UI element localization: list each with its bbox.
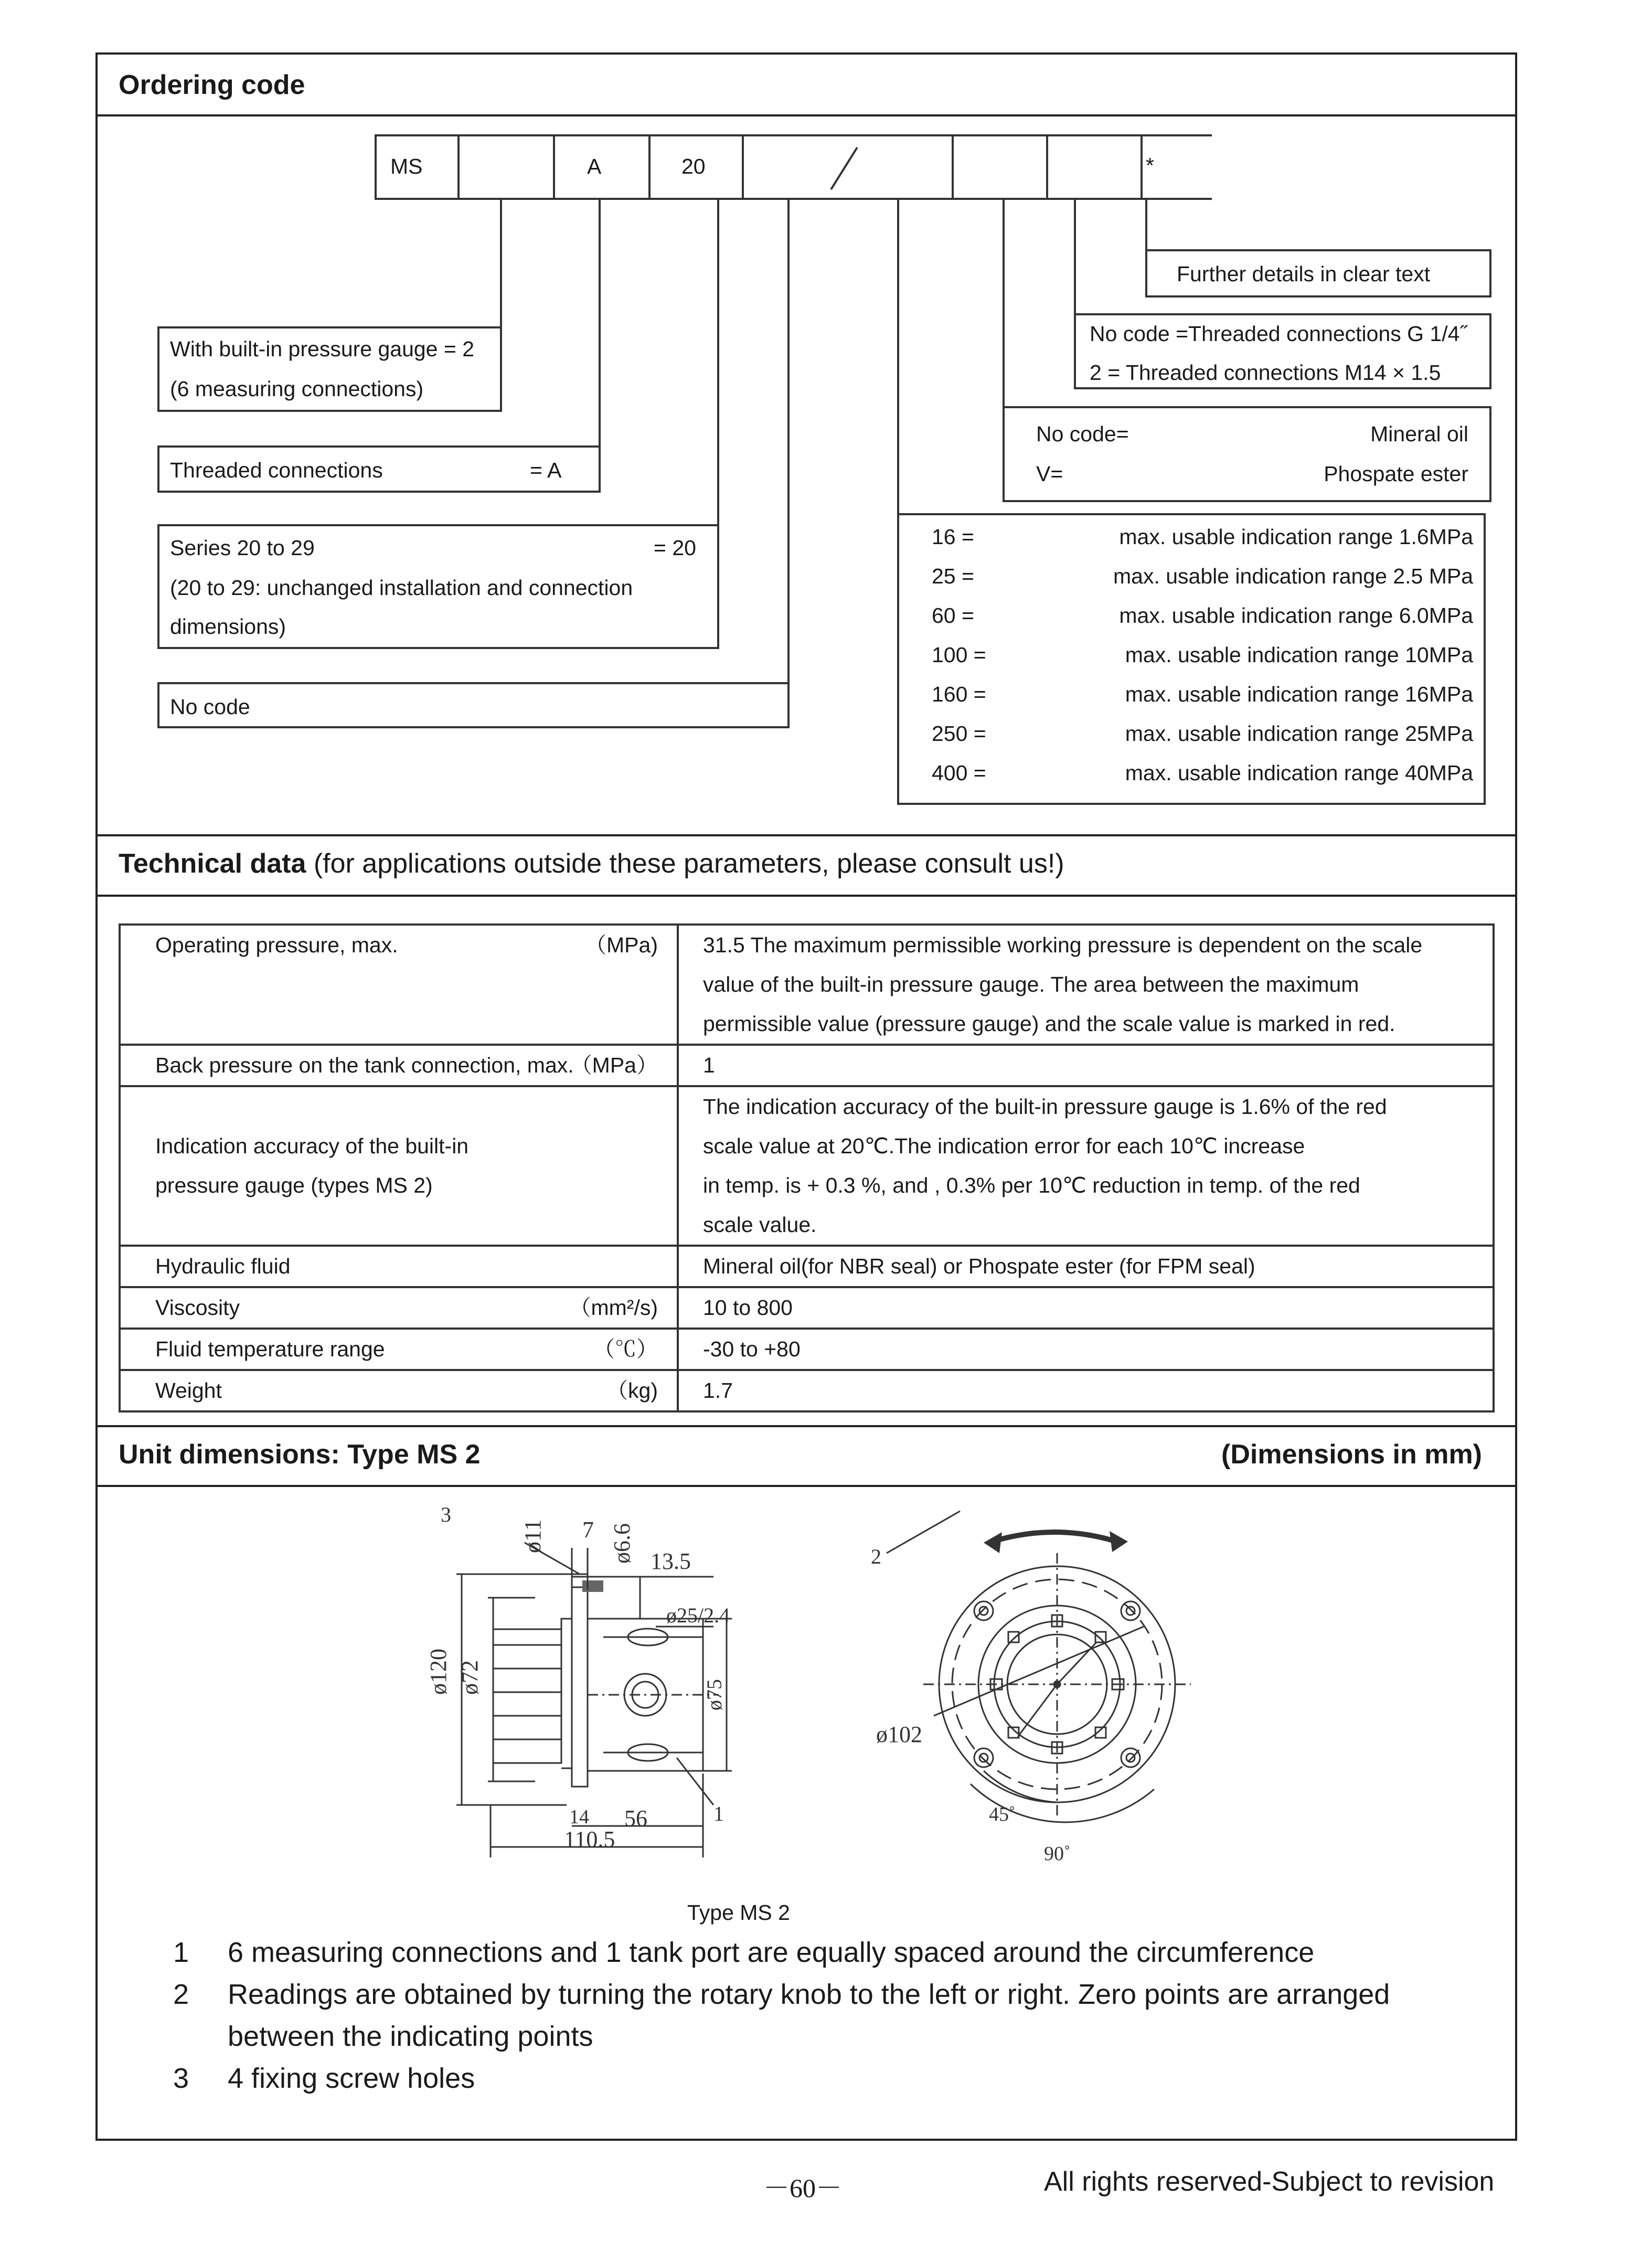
gauge-text: With built-in pressure gauge = 2 bbox=[170, 337, 475, 361]
thread-option-m14: 2 = Threaded connections M14 × 1.5 bbox=[1090, 360, 1441, 385]
series-note-cont: dimensions) bbox=[170, 614, 286, 639]
parameter-cell bbox=[120, 1045, 678, 1086]
rotation-arrow bbox=[989, 1532, 1120, 1543]
value-cell bbox=[678, 1086, 1494, 1246]
dim-d75: ø75 bbox=[702, 1679, 726, 1711]
table-row bbox=[120, 1287, 1494, 1329]
copyright-text: All rights reserved-Subject to revision bbox=[1044, 2166, 1495, 2197]
leader-ranges bbox=[897, 200, 899, 515]
note-number: 3 bbox=[173, 2063, 189, 2094]
parameter-unit: （℃） bbox=[593, 1337, 658, 1361]
parameter-unit: （MPa) bbox=[585, 933, 658, 957]
callout-1: 1 bbox=[713, 1802, 724, 1825]
table-row bbox=[120, 1086, 1494, 1246]
knob-body bbox=[493, 1629, 561, 1763]
parameter-cell bbox=[120, 1246, 678, 1287]
arrow-right-icon bbox=[1110, 1531, 1128, 1552]
fluid-code-v: V= bbox=[1036, 462, 1063, 486]
angle-45: 45˚ bbox=[989, 1803, 1016, 1825]
leader-nocode bbox=[787, 200, 790, 726]
fluid-box bbox=[1003, 406, 1491, 502]
code-cell-ms: MS bbox=[390, 154, 423, 178]
parameter-cell bbox=[120, 925, 678, 1045]
figure-caption: Type MS 2 bbox=[687, 1900, 790, 1925]
dim-14: 14 bbox=[569, 1806, 589, 1828]
note-number: 2 bbox=[173, 1979, 189, 2010]
value-line: scale value at 20℃.The indication error for each 10℃ increase bbox=[703, 1134, 1305, 1158]
range-code: 60 = bbox=[932, 603, 974, 628]
value-line: value of the built-in pressure gauge. The area between the maximum bbox=[703, 972, 1359, 996]
fluid-phospate-ester: Phospate ester bbox=[1324, 462, 1468, 486]
value-line: -30 to +80 bbox=[703, 1337, 801, 1361]
range-description: max. usable indication range 2.5 MPa bbox=[1113, 564, 1473, 588]
dim-d252: ø25/2.4 bbox=[666, 1603, 730, 1627]
value-line: Mineral oil(for NBR seal) or Phospate ester (for FPM seal) bbox=[703, 1254, 1255, 1278]
value-cell bbox=[678, 1287, 1494, 1329]
fluid-code-default: No code= bbox=[1036, 422, 1129, 446]
range-description: max. usable indication range 16MPa bbox=[1125, 682, 1473, 706]
parameter-cell bbox=[120, 1287, 678, 1329]
value-cell bbox=[678, 1045, 1494, 1086]
value-cell bbox=[678, 1370, 1494, 1411]
note-text: between the indicating points bbox=[228, 2021, 593, 2052]
value-cell bbox=[678, 925, 1494, 1045]
range-code: 16 = bbox=[932, 525, 974, 549]
parameter-unit: （MPa） bbox=[570, 1053, 658, 1077]
ranges-box bbox=[897, 513, 1486, 805]
dim-1105: 110.5 bbox=[564, 1826, 615, 1852]
code-cell-a: A bbox=[587, 154, 602, 178]
table-row bbox=[120, 1045, 1494, 1086]
dim-d11: ø11 bbox=[520, 1519, 546, 1553]
range-description: max. usable indication range 6.0MPa bbox=[1119, 603, 1473, 628]
further-details-box bbox=[1145, 249, 1491, 298]
code-cell-star: * bbox=[1146, 153, 1154, 177]
range-code: 160 = bbox=[932, 682, 986, 706]
parameter-cell bbox=[120, 1086, 678, 1246]
series-note: (20 to 29: unchanged installation and connection bbox=[170, 576, 633, 600]
threaded-text: Threaded connections bbox=[170, 458, 383, 482]
note-text: 6 measuring connections and 1 tank port are equally spaced around the circumference bbox=[228, 1937, 1315, 1968]
value-line: 1 bbox=[703, 1053, 715, 1077]
leader-fluid bbox=[1003, 200, 1005, 408]
dim-56: 56 bbox=[624, 1805, 647, 1831]
leader-threaded bbox=[599, 200, 601, 448]
range-description: max. usable indication range 25MPa bbox=[1125, 721, 1473, 746]
slash-mark bbox=[826, 145, 862, 192]
value-line: in temp. is + 0.3 %, and , 0.3% per 10℃ reduction in temp. of the red bbox=[703, 1173, 1360, 1197]
technical-title-bold: Technical data bbox=[119, 848, 306, 879]
side-view-labels bbox=[425, 1503, 730, 1852]
arrow-left-icon bbox=[984, 1532, 1002, 1553]
value-cell bbox=[678, 1329, 1494, 1370]
table-row bbox=[120, 1370, 1494, 1411]
leader-thread bbox=[1074, 200, 1076, 315]
dimensions-units: (Dimensions in mm) bbox=[1221, 1439, 1482, 1470]
range-description: max. usable indication range 40MPa bbox=[1125, 761, 1473, 785]
series-code: = 20 bbox=[654, 536, 696, 560]
table-row bbox=[120, 1246, 1494, 1287]
value-line: 10 to 800 bbox=[703, 1295, 793, 1320]
value-line: 31.5 The maximum permissible working pressure is dependent on the scale bbox=[703, 933, 1423, 957]
value-line: The indication accuracy of the built-in pressure gauge is 1.6% of the red bbox=[703, 1095, 1387, 1119]
side-view-drawing bbox=[409, 1490, 734, 1878]
threaded-box bbox=[157, 445, 601, 493]
divider bbox=[95, 834, 1517, 836]
technical-data-title bbox=[119, 848, 1064, 879]
parameter-unit: （kg) bbox=[606, 1378, 658, 1403]
table-row bbox=[120, 1329, 1494, 1370]
parameter-cell bbox=[120, 1370, 678, 1411]
range-code: 400 = bbox=[932, 761, 986, 785]
nocode-text: No code bbox=[170, 695, 250, 719]
note-number: 1 bbox=[173, 1937, 189, 1968]
parameter-cell bbox=[120, 1329, 678, 1370]
note-text: Readings are obtained by turning the rotary knob to the left or right. Zero points are arranged bbox=[228, 1979, 1390, 2010]
parameter-label-cont: pressure gauge (types MS 2) bbox=[155, 1173, 433, 1197]
gauge-box bbox=[157, 326, 502, 412]
code-strip bbox=[375, 134, 1212, 200]
dim-7: 7 bbox=[582, 1517, 594, 1543]
divider bbox=[95, 114, 1517, 116]
thread-box bbox=[1074, 313, 1491, 389]
dim-d120: ø120 bbox=[425, 1649, 451, 1695]
divider bbox=[95, 895, 1517, 897]
gauge-text-sub: (6 measuring connections) bbox=[170, 377, 424, 401]
parameter-label: Indication accuracy of the built-in bbox=[155, 1134, 469, 1158]
parameter-label: Viscosity bbox=[155, 1295, 240, 1320]
value-cell bbox=[678, 1246, 1494, 1287]
range-description: max. usable indication range 1.6MPa bbox=[1119, 525, 1473, 549]
divider bbox=[95, 1485, 1517, 1487]
range-description: max. usable indication range 10MPa bbox=[1125, 643, 1473, 667]
parameter-label: Fluid temperature range bbox=[155, 1337, 385, 1361]
dim-d66: ø6.6 bbox=[609, 1523, 635, 1564]
table-row bbox=[120, 925, 1494, 1045]
front-view-labels bbox=[871, 1545, 1071, 1865]
technical-data-table bbox=[119, 923, 1495, 1412]
parameter-label: Back pressure on the tank connection, max. bbox=[155, 1053, 574, 1077]
threaded-code: = A bbox=[530, 458, 562, 482]
screw-head bbox=[582, 1580, 603, 1592]
leader-further bbox=[1145, 200, 1147, 251]
flange bbox=[572, 1587, 588, 1787]
parameter-label: Hydraulic fluid bbox=[155, 1254, 291, 1278]
series-text: Series 20 to 29 bbox=[170, 536, 315, 560]
dim-135: 13.5 bbox=[651, 1548, 691, 1574]
front-view-drawing bbox=[871, 1490, 1249, 1878]
callout-3: 3 bbox=[441, 1503, 451, 1526]
parameter-unit: （mm²/s) bbox=[569, 1295, 658, 1320]
technical-subtitle: (for applications outside these parameters, please consult us!) bbox=[313, 848, 1064, 879]
angle-90: 90˚ bbox=[1044, 1843, 1071, 1865]
dimensions-title: Unit dimensions: Type MS 2 bbox=[119, 1439, 481, 1470]
series-box bbox=[157, 524, 719, 649]
range-code: 25 = bbox=[932, 564, 974, 588]
value-line: scale value. bbox=[703, 1213, 817, 1237]
note-text: 4 fixing screw holes bbox=[228, 2063, 475, 2094]
divider bbox=[95, 1425, 1517, 1427]
parameter-label: Weight bbox=[155, 1378, 222, 1403]
value-line: permissible value (pressure gauge) and the scale value is marked in red. bbox=[703, 1012, 1395, 1036]
thread-option-default: No code =Threaded connections G 1/4˝ bbox=[1090, 322, 1467, 346]
value-line: 1.7 bbox=[703, 1378, 733, 1403]
dim-d102: ø102 bbox=[876, 1722, 922, 1747]
parameter-label: Operating pressure, max. bbox=[155, 933, 398, 957]
fluid-mineral-oil: Mineral oil bbox=[1370, 422, 1468, 446]
callout-2: 2 bbox=[871, 1545, 881, 1568]
dim-d72: ø72 bbox=[457, 1660, 483, 1695]
further-details-text: Further details in clear text bbox=[1177, 262, 1431, 286]
code-cell-20: 20 bbox=[681, 154, 706, 178]
ordering-code-title: Ordering code bbox=[119, 70, 305, 100]
range-code: 250 = bbox=[932, 721, 986, 746]
nocode-box bbox=[157, 682, 790, 728]
page-number: －60－ bbox=[763, 2173, 842, 2203]
range-code: 100 = bbox=[932, 643, 986, 667]
